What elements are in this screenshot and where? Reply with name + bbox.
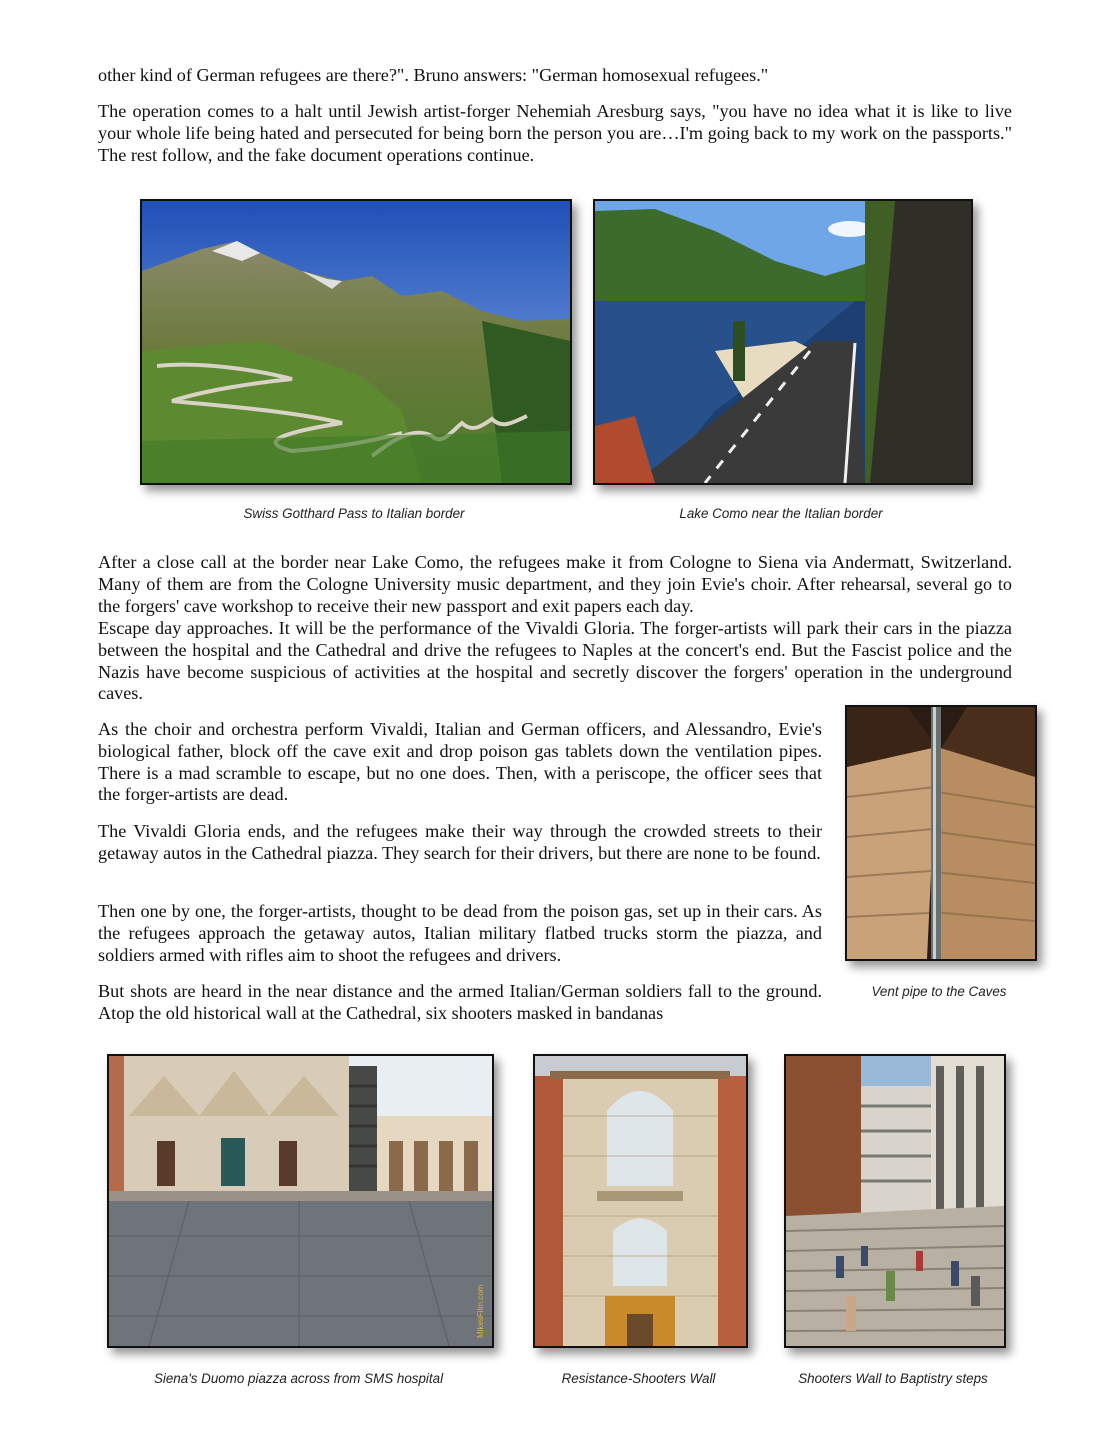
paragraph-refugees-question: other kind of German refugees are there?". Bruno answers: "German homosexual refugees." (98, 65, 769, 85)
photo-shooters-wall (533, 1054, 748, 1348)
caption-gotthard: Swiss Gotthard Pass to Italian border (243, 506, 465, 521)
paragraph-forger-artists: Then one by one, the forger-artists, thought to be dead from the poison gas, set up in their cars. As the refugees approach the getaway autos, Italian military flatbed trucks storm the piazza, and soldiers armed with rifles aim to shoot the refugees and drivers. (98, 901, 822, 965)
photo-lake-como (593, 199, 973, 485)
paragraph-escape-day: Escape day approaches. It will be the performance of the Vivaldi Gloria. The forger-artists will park their cars in the piazza between the hospital and the Cathedral and drive the refugees to Naples at the concert's end. But the Fascist police and the Nazis have become suspicious of activities at the hospital and secretly discover the forgers' operation in the underground caves. (98, 618, 1012, 704)
paragraph-choir-vivaldi: As the choir and orchestra perform Vivaldi, Italian and German officers, and Alessandro, Evie's biological father, block off the cave exit and drop poison gas tablets down the ventilation pipes. There is a mad scramble to escape, but no one does. Then, with a periscope, the officer sees that the forger-artists are dead. (98, 719, 822, 805)
photo-watermark: MikesFilm.com (476, 1284, 485, 1338)
caption-baptistry-steps: Shooters Wall to Baptistry steps (798, 1371, 988, 1386)
photo-baptistry-steps (784, 1054, 1006, 1348)
paragraph-operation-halt: The operation comes to a halt until Jewish artist-forger Nehemiah Aresburg says, "you have no idea what it is like to live your whole life being hated and persecuted for being born the person you are…I'm going back to my work on the passports." The rest follow, and the fake document operations continue. (98, 101, 1012, 165)
paragraph-close-call: After a close call at the border near Lake Como, the refugees make it from Cologne to Siena via Andermatt, Switzerland. Many of them are from the Cologne University music department, and they join Evie's choir. After rehearsal, several go to the forgers' cave workshop to receive their new passport and exit papers each day. (98, 552, 1012, 616)
caption-duomo-piazza: Siena's Duomo piazza across from SMS hospital (153, 1371, 444, 1386)
caption-lake-como: Lake Como near the Italian border (679, 506, 883, 521)
photo-vent-pipe (845, 705, 1037, 961)
caption-vent-pipe: Vent pipe to the Caves (871, 984, 1007, 999)
photo-duomo-piazza (107, 1054, 494, 1348)
paragraph-gloria-ends: The Vivaldi Gloria ends, and the refugees make their way through the crowded streets to their getaway autos in the Cathedral piazza. They search for their drivers, but there are none to be found. (98, 821, 822, 863)
paragraph-shots: But shots are heard in the near distance and the armed Italian/German soldiers fall to the ground. Atop the old historical wall at the Cathedral, six shooters masked in bandanas (98, 981, 822, 1023)
caption-shooters-wall: Resistance-Shooters Wall (561, 1371, 716, 1386)
photo-gotthard-pass (140, 199, 572, 485)
